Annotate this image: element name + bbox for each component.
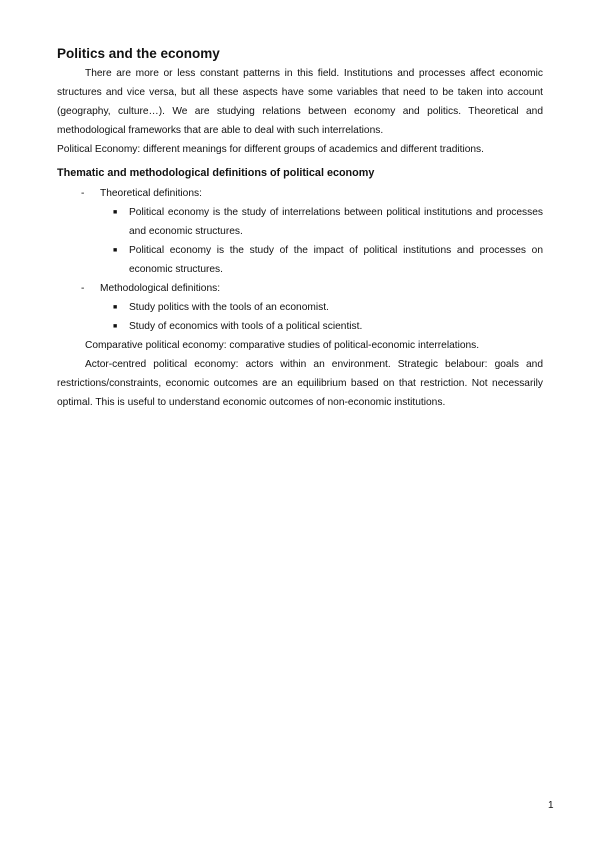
list-item — [57, 298, 543, 317]
list-item-text: Study of economics with tools of a political scientist. — [129, 321, 363, 332]
page-number: 1 — [548, 800, 554, 811]
theoretical-definitions-item — [57, 184, 543, 203]
list-item-text: Political economy is the study of interrelations between political institutions and processes and economic structures. — [129, 207, 543, 237]
square-bullet-icon: ■ — [113, 247, 118, 254]
page-content — [57, 44, 543, 412]
list-item — [57, 203, 543, 241]
list-item-text: Study politics with the tools of an economist. — [129, 302, 329, 313]
methodological-definitions-item — [57, 279, 543, 298]
comparative-paragraph: Comparative political economy: comparative studies of political-economic interrelations. — [85, 340, 480, 351]
square-bullet-icon: ■ — [113, 323, 118, 330]
methodological-bullet-list — [57, 298, 543, 336]
definition-label: Theoretical definitions: — [100, 188, 202, 199]
definitions-list — [57, 279, 543, 298]
intro-paragraph: There are more or less constant patterns in this field. Institutions and processes affect economic structures and vice versa, but all these aspects have some variables that need to be taken into account (geography, culture…). We are studying relations between economy and politics. Theoretical and methodological frameworks that are able to deal with such interrelations. — [57, 68, 543, 136]
definitions-list — [57, 184, 543, 203]
square-bullet-icon: ■ — [113, 304, 118, 311]
definition-label: Methodological definitions: — [100, 283, 221, 294]
list-item — [57, 317, 543, 336]
dash-marker: - — [81, 283, 85, 294]
actor-centred-paragraph: Actor-centred political economy: actors within an environment. Strategic belabour: goals and restrictions/constraints, economic outcomes are an equilibrium based on that restriction. Not necessarily optimal. This is useful to understand economic outcomes of non-economic institutions. — [57, 359, 543, 408]
theoretical-bullet-list — [57, 203, 543, 279]
list-item — [57, 241, 543, 279]
dash-marker: - — [81, 188, 85, 199]
square-bullet-icon: ■ — [113, 209, 118, 216]
section-heading: Thematic and methodological definitions of political economy — [57, 167, 375, 179]
political-economy-paragraph: Political Economy: different meanings for different groups of academics and different traditions. — [57, 144, 484, 155]
page-title: Politics and the economy — [57, 46, 220, 61]
list-item-text: Political economy is the study of the impact of political institutions and processes on economic structures. — [129, 245, 543, 275]
